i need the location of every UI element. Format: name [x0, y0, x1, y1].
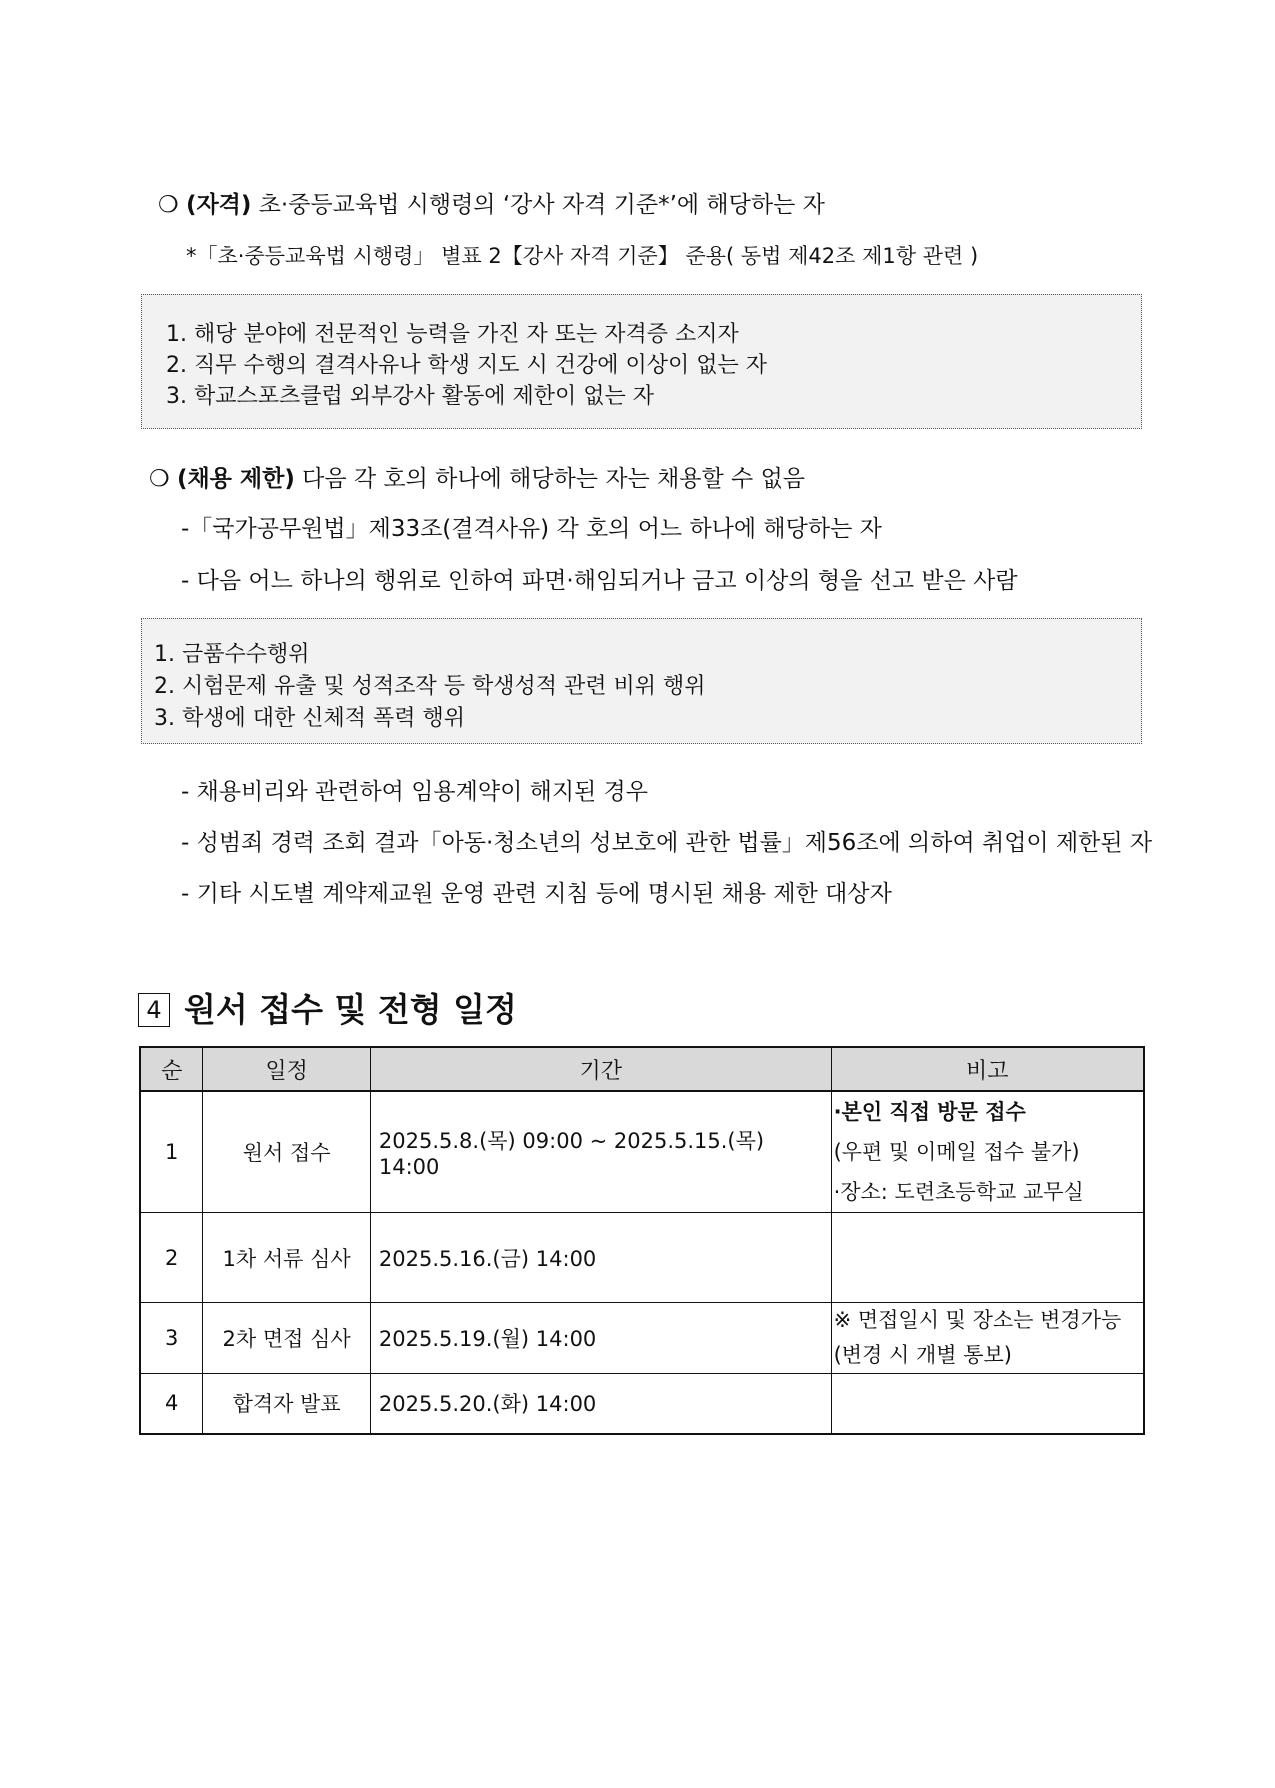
misconduct-box-item: 3. 학생에 대한 신체적 폭력 행위 — [154, 706, 465, 731]
schedule-table — [139, 1046, 1145, 1435]
note-line: (우편 및 이메일 접수 불가) — [833, 1140, 1080, 1164]
row-period: 2025.5.19.(월) 14:00 — [370, 1303, 831, 1374]
qualification-box-item: 2. 직무 수행의 결격사유나 학생 지도 시 건강에 이상이 없는 자 — [166, 353, 767, 378]
note-line: ·장소: 도련초등학교 교무실 — [833, 1180, 1084, 1204]
section-heading — [138, 984, 517, 1031]
row-step: 합격자 발표 — [203, 1374, 370, 1434]
column-header: 비고 — [831, 1047, 1144, 1091]
section-title: 원서 접수 및 전형 일정 — [184, 990, 517, 1029]
table-row — [140, 1213, 1144, 1303]
qualification-line — [158, 186, 825, 219]
restriction-item: - 성범죄 경력 조회 결과「아동·청소년의 성보호에 관한 법률」제56조에 의하여 취업이 제한된 자 — [181, 830, 1153, 856]
row-number: 4 — [140, 1374, 203, 1434]
note-line: (변경 시 개별 통보) — [833, 1343, 1012, 1367]
restriction-item: - 기타 시도별 계약제교원 운영 관련 지침 등에 명시된 채용 제한 대상자 — [181, 881, 892, 907]
row-number: 1 — [140, 1091, 203, 1213]
restriction-line — [149, 460, 805, 493]
restriction-item: - 채용비리와 관련하여 임용계약이 해지된 경우 — [181, 779, 648, 805]
circle-bullet-icon: ❍ — [149, 466, 170, 492]
restriction-text: 다음 각 호의 하나에 해당하는 자는 채용할 수 없음 — [302, 466, 806, 492]
table-row — [140, 1303, 1144, 1374]
qualification-box — [141, 294, 1142, 429]
table-row — [140, 1091, 1144, 1213]
column-header: 순 — [140, 1047, 203, 1091]
row-number: 3 — [140, 1303, 203, 1374]
restriction-tag: (채용 제한) — [176, 466, 295, 492]
qualification-text: 초·중등교육법 시행령의 ‘강사 자격 기준*’에 해당하는 자 — [258, 192, 825, 218]
row-notes — [831, 1374, 1144, 1434]
qualification-box-item: 3. 학교스포츠클럽 외부강사 활동에 제한이 없는 자 — [166, 384, 654, 409]
column-header: 기간 — [370, 1047, 831, 1091]
row-notes — [831, 1091, 1144, 1213]
row-number: 2 — [140, 1213, 203, 1303]
row-period: 2025.5.8.(목) 09:00 ~ 2025.5.15.(목) 14:00 — [370, 1091, 831, 1213]
qualification-box-item: 1. 해당 분야에 전문적인 능력을 가진 자 또는 자격증 소지자 — [166, 322, 739, 347]
row-notes — [831, 1303, 1144, 1374]
circle-bullet-icon: ❍ — [158, 192, 179, 218]
row-step: 2차 면접 심사 — [203, 1303, 370, 1374]
row-notes — [831, 1213, 1144, 1303]
note-line: ※ 면접일시 및 장소는 변경가능 — [833, 1308, 1122, 1332]
row-period: 2025.5.16.(금) 14:00 — [370, 1213, 831, 1303]
misconduct-box — [141, 618, 1142, 744]
note-line: ·본인 직접 방문 접수 — [833, 1100, 1026, 1124]
restriction-item: - 다음 어느 하나의 행위로 인하여 파면·해임되거나 금고 이상의 형을 선고 받은 사람 — [181, 568, 1018, 594]
restriction-item: -「국가공무원법」제33조(결격사유) 각 호의 어느 하나에 해당하는 자 — [181, 516, 882, 542]
table-header-row — [140, 1047, 1144, 1091]
table-row — [140, 1374, 1144, 1434]
misconduct-box-item: 2. 시험문제 유출 및 성적조작 등 학생성적 관련 비위 행위 — [154, 674, 706, 699]
misconduct-box-item: 1. 금품수수행위 — [154, 642, 310, 667]
row-step: 원서 접수 — [203, 1091, 370, 1213]
qualification-tag: (자격) — [185, 192, 252, 218]
qualification-footnote: *「초·중등교육법 시행령」 별표 2【강사 자격 기준】 준용( 동법 제42조 제1항 관련 ) — [186, 244, 979, 268]
section-number-box: 4 — [138, 993, 170, 1027]
row-period: 2025.5.20.(화) 14:00 — [370, 1374, 831, 1434]
column-header: 일정 — [203, 1047, 370, 1091]
row-step: 1차 서류 심사 — [203, 1213, 370, 1303]
